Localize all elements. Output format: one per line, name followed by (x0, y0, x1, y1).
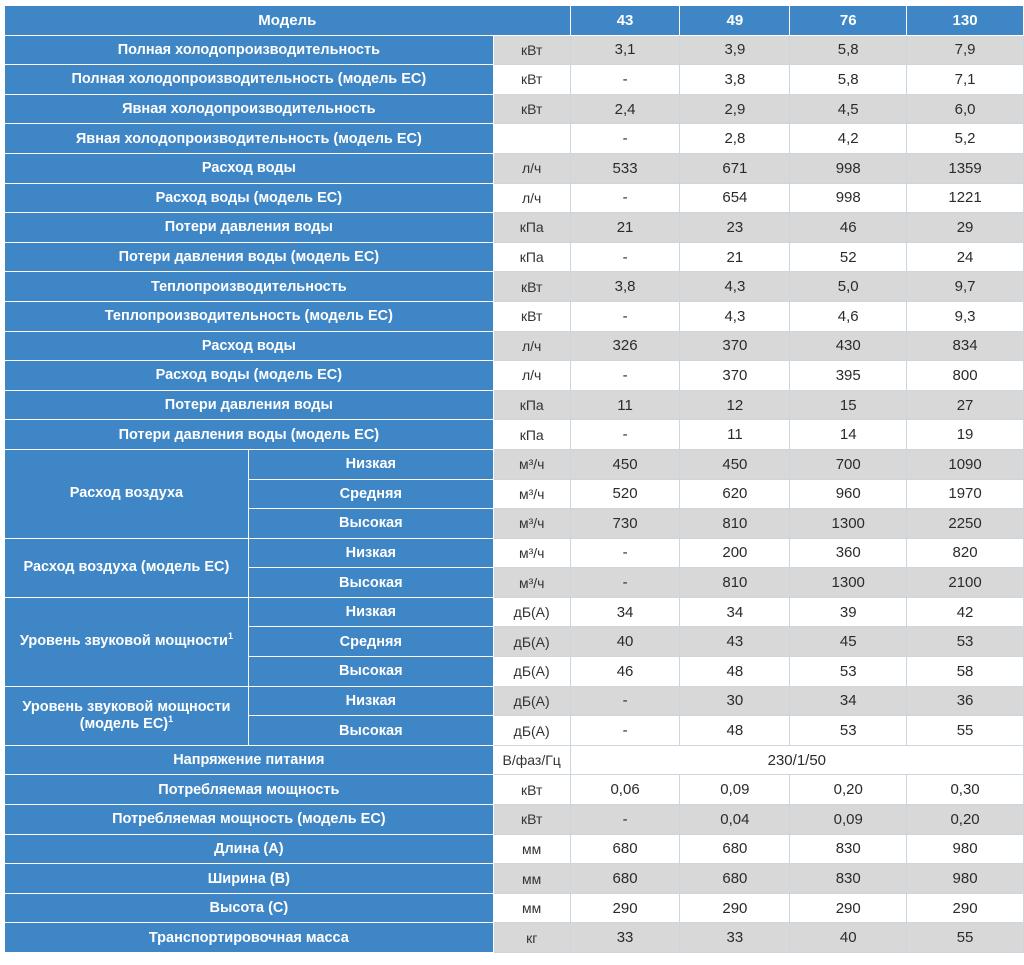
value-cell: 4,6 (790, 301, 907, 331)
unit-cell: мм (493, 893, 570, 923)
group-label (5, 538, 249, 597)
unit-cell: м³/ч (493, 568, 570, 598)
value-cell: 42 (907, 597, 1024, 627)
table-row (5, 242, 1024, 272)
value-cell: 36 (907, 686, 1024, 716)
value-cell: 0,30 (907, 775, 1024, 805)
row-label: Полная холодопроизводительность (модель ЕС) (5, 65, 494, 95)
table-row (5, 775, 1024, 805)
value-cell: 15 (790, 390, 907, 420)
value-cell: 820 (907, 538, 1024, 568)
table-row (5, 893, 1024, 923)
group-label (5, 597, 249, 686)
value-cell: 730 (570, 509, 680, 539)
row-label: Потери давления воды (модель ЕС) (5, 420, 494, 450)
value-cell: 290 (680, 893, 790, 923)
value-cell: 48 (680, 716, 790, 746)
table-row (5, 420, 1024, 450)
value-cell: 1300 (790, 568, 907, 598)
unit-cell: мм (493, 834, 570, 864)
value-cell: - (570, 716, 680, 746)
row-label: Расход воды (5, 153, 494, 183)
table-row (5, 272, 1024, 302)
model-header-cell: 130 (907, 6, 1024, 36)
value-cell: 671 (680, 153, 790, 183)
value-cell: 980 (907, 864, 1024, 894)
value-cell: 680 (570, 834, 680, 864)
voltage-value: 230/1/50 (570, 745, 1023, 775)
group-label-text: Расход воздуха (69, 485, 184, 502)
value-cell: 52 (790, 242, 907, 272)
value-cell: 2250 (907, 509, 1024, 539)
unit-cell: м³/ч (493, 509, 570, 539)
value-cell: 0,04 (680, 805, 790, 835)
unit-cell: кВт (493, 272, 570, 302)
table-row (5, 538, 1024, 568)
value-cell: 0,09 (680, 775, 790, 805)
unit-cell: л/ч (493, 153, 570, 183)
table-row (5, 213, 1024, 243)
row-label: Явная холодопроизводительность (модель ЕС) (5, 124, 494, 154)
value-cell: - (570, 361, 680, 391)
value-cell: 1970 (907, 479, 1024, 509)
value-cell: 830 (790, 834, 907, 864)
unit-cell (493, 124, 570, 154)
unit-cell: дБ(А) (493, 716, 570, 746)
group-label (5, 449, 249, 538)
value-cell: 1300 (790, 509, 907, 539)
value-cell: 14 (790, 420, 907, 450)
group-label (5, 686, 249, 745)
row-label: Расход воды (5, 331, 494, 361)
group-label-line1: Уровень звуковой мощности (22, 698, 231, 715)
value-cell: 360 (790, 538, 907, 568)
row-label: Напряжение питания (5, 745, 494, 775)
value-cell: 4,3 (680, 272, 790, 302)
value-cell: 40 (570, 627, 680, 657)
table-row (5, 390, 1024, 420)
value-cell: 19 (907, 420, 1024, 450)
header-row (5, 6, 1024, 36)
unit-cell: кВт (493, 94, 570, 124)
value-cell: - (570, 124, 680, 154)
table-row (5, 35, 1024, 65)
unit-cell: м³/ч (493, 449, 570, 479)
table-row (5, 449, 1024, 479)
value-cell: 680 (680, 834, 790, 864)
value-cell: 34 (680, 597, 790, 627)
group-label-text: Расход воздуха (модель ЕС) (23, 559, 230, 576)
table-row (5, 361, 1024, 391)
speed-label: Низкая (248, 538, 493, 568)
value-cell: 533 (570, 153, 680, 183)
value-cell: 21 (680, 242, 790, 272)
row-label: Полная холодопроизводительность (5, 35, 494, 65)
unit-cell: кг (493, 923, 570, 953)
unit-cell: кПа (493, 420, 570, 450)
value-cell: 520 (570, 479, 680, 509)
model-header-label: Модель (5, 6, 571, 36)
value-cell: 960 (790, 479, 907, 509)
value-cell: - (570, 301, 680, 331)
value-cell: 810 (680, 509, 790, 539)
model-header-cell: 43 (570, 6, 680, 36)
value-cell: 810 (680, 568, 790, 598)
table-row (5, 805, 1024, 835)
table-row (5, 864, 1024, 894)
value-cell: 290 (790, 893, 907, 923)
table-row (5, 124, 1024, 154)
value-cell: 680 (570, 864, 680, 894)
value-cell: 48 (680, 657, 790, 687)
speed-label: Высокая (248, 509, 493, 539)
value-cell: 3,1 (570, 35, 680, 65)
value-cell: 29 (907, 213, 1024, 243)
specs-table (4, 5, 1024, 953)
speed-label: Средняя (248, 479, 493, 509)
row-label: Потребляемая мощность (модель ЕС) (5, 805, 494, 835)
value-cell: 3,8 (570, 272, 680, 302)
unit-cell: дБ(А) (493, 597, 570, 627)
value-cell: 3,8 (680, 65, 790, 95)
value-cell: 53 (790, 657, 907, 687)
value-cell: 4,3 (680, 301, 790, 331)
unit-cell: м³/ч (493, 538, 570, 568)
value-cell: 21 (570, 213, 680, 243)
value-cell: 24 (907, 242, 1024, 272)
value-cell: 30 (680, 686, 790, 716)
value-cell: 0,20 (790, 775, 907, 805)
value-cell: 395 (790, 361, 907, 391)
value-cell: - (570, 805, 680, 835)
group-label-text: Уровень звуковой мощности (19, 633, 228, 650)
value-cell: 830 (790, 864, 907, 894)
value-cell: 5,8 (790, 35, 907, 65)
value-cell: - (570, 686, 680, 716)
row-label: Теплопроизводительность (5, 272, 494, 302)
unit-cell: кВт (493, 805, 570, 835)
value-cell: 53 (907, 627, 1024, 657)
unit-cell: кПа (493, 242, 570, 272)
value-cell: 998 (790, 183, 907, 213)
value-cell: 326 (570, 331, 680, 361)
table-row (5, 923, 1024, 953)
value-cell: 3,9 (680, 35, 790, 65)
model-header-cell: 76 (790, 6, 907, 36)
value-cell: 654 (680, 183, 790, 213)
unit-cell: В/фаз/Гц (493, 745, 570, 775)
unit-cell: кВт (493, 775, 570, 805)
value-cell: 40 (790, 923, 907, 953)
speed-label: Низкая (248, 597, 493, 627)
value-cell: 4,2 (790, 124, 907, 154)
row-label: Теплопроизводительность (модель ЕС) (5, 301, 494, 331)
value-cell: 1090 (907, 449, 1024, 479)
value-cell: 34 (790, 686, 907, 716)
value-cell: 2,9 (680, 94, 790, 124)
value-cell: 46 (570, 657, 680, 687)
value-cell: 4,5 (790, 94, 907, 124)
value-cell: - (570, 183, 680, 213)
value-cell: 450 (570, 449, 680, 479)
value-cell: 450 (680, 449, 790, 479)
value-cell: 11 (570, 390, 680, 420)
value-cell: 5,0 (790, 272, 907, 302)
table-row (5, 331, 1024, 361)
table-row (5, 94, 1024, 124)
table-row (5, 834, 1024, 864)
value-cell: 620 (680, 479, 790, 509)
row-label: Транспортировочная масса (5, 923, 494, 953)
unit-cell: л/ч (493, 183, 570, 213)
unit-cell: л/ч (493, 361, 570, 391)
footnote-marker: 1 (168, 713, 174, 724)
row-label: Потери давления воды (модель ЕС) (5, 242, 494, 272)
row-label: Расход воды (модель ЕС) (5, 361, 494, 391)
unit-cell: дБ(А) (493, 627, 570, 657)
speed-label: Высокая (248, 657, 493, 687)
value-cell: 200 (680, 538, 790, 568)
value-cell: 0,06 (570, 775, 680, 805)
speed-label: Высокая (248, 568, 493, 598)
value-cell: 43 (680, 627, 790, 657)
unit-cell: кПа (493, 213, 570, 243)
value-cell: 0,09 (790, 805, 907, 835)
unit-cell: кВт (493, 35, 570, 65)
table-row (5, 65, 1024, 95)
value-cell: 290 (570, 893, 680, 923)
value-cell: 27 (907, 390, 1024, 420)
unit-cell: м³/ч (493, 479, 570, 509)
value-cell: 23 (680, 213, 790, 243)
value-cell: 998 (790, 153, 907, 183)
footnote-marker: 1 (227, 631, 233, 642)
row-label: Расход воды (модель ЕС) (5, 183, 494, 213)
value-cell: 700 (790, 449, 907, 479)
value-cell: 53 (790, 716, 907, 746)
speed-label: Низкая (248, 686, 493, 716)
group-label-line2: (модель ЕС) (79, 715, 169, 732)
table-row (5, 597, 1024, 627)
voltage-row (5, 745, 1024, 775)
value-cell: - (570, 538, 680, 568)
row-label: Ширина (В) (5, 864, 494, 894)
row-label: Длина (А) (5, 834, 494, 864)
value-cell: 34 (570, 597, 680, 627)
value-cell: - (570, 420, 680, 450)
value-cell: 834 (907, 331, 1024, 361)
value-cell: 7,1 (907, 65, 1024, 95)
table-row (5, 153, 1024, 183)
value-cell: 1221 (907, 183, 1024, 213)
row-label: Высота (С) (5, 893, 494, 923)
value-cell: 370 (680, 361, 790, 391)
value-cell: 800 (907, 361, 1024, 391)
value-cell: 58 (907, 657, 1024, 687)
unit-cell: кВт (493, 301, 570, 331)
table-row (5, 183, 1024, 213)
value-cell: 33 (570, 923, 680, 953)
value-cell: 6,0 (907, 94, 1024, 124)
unit-cell: л/ч (493, 331, 570, 361)
value-cell: 39 (790, 597, 907, 627)
value-cell: 7,9 (907, 35, 1024, 65)
value-cell: - (570, 242, 680, 272)
value-cell: 9,7 (907, 272, 1024, 302)
value-cell: 0,20 (907, 805, 1024, 835)
value-cell: 2100 (907, 568, 1024, 598)
value-cell: 55 (907, 716, 1024, 746)
table-row (5, 686, 1024, 716)
value-cell: 9,3 (907, 301, 1024, 331)
value-cell: 290 (907, 893, 1024, 923)
table-row (5, 301, 1024, 331)
value-cell: 370 (680, 331, 790, 361)
unit-cell: кПа (493, 390, 570, 420)
unit-cell: мм (493, 864, 570, 894)
value-cell: 55 (907, 923, 1024, 953)
unit-cell: кВт (493, 65, 570, 95)
row-label: Явная холодопроизводительность (5, 94, 494, 124)
speed-label: Средняя (248, 627, 493, 657)
value-cell: - (570, 65, 680, 95)
value-cell: 430 (790, 331, 907, 361)
speed-label: Высокая (248, 716, 493, 746)
value-cell: 5,2 (907, 124, 1024, 154)
value-cell: 11 (680, 420, 790, 450)
value-cell: 2,4 (570, 94, 680, 124)
value-cell: 33 (680, 923, 790, 953)
value-cell: 5,8 (790, 65, 907, 95)
value-cell: 2,8 (680, 124, 790, 154)
row-label: Потребляемая мощность (5, 775, 494, 805)
unit-cell: дБ(А) (493, 657, 570, 687)
row-label: Потери давления воды (5, 390, 494, 420)
value-cell: 680 (680, 864, 790, 894)
value-cell: - (570, 568, 680, 598)
value-cell: 12 (680, 390, 790, 420)
row-label: Потери давления воды (5, 213, 494, 243)
value-cell: 45 (790, 627, 907, 657)
unit-cell: дБ(А) (493, 686, 570, 716)
value-cell: 980 (907, 834, 1024, 864)
value-cell: 46 (790, 213, 907, 243)
value-cell: 1359 (907, 153, 1024, 183)
model-header-cell: 49 (680, 6, 790, 36)
speed-label: Низкая (248, 449, 493, 479)
